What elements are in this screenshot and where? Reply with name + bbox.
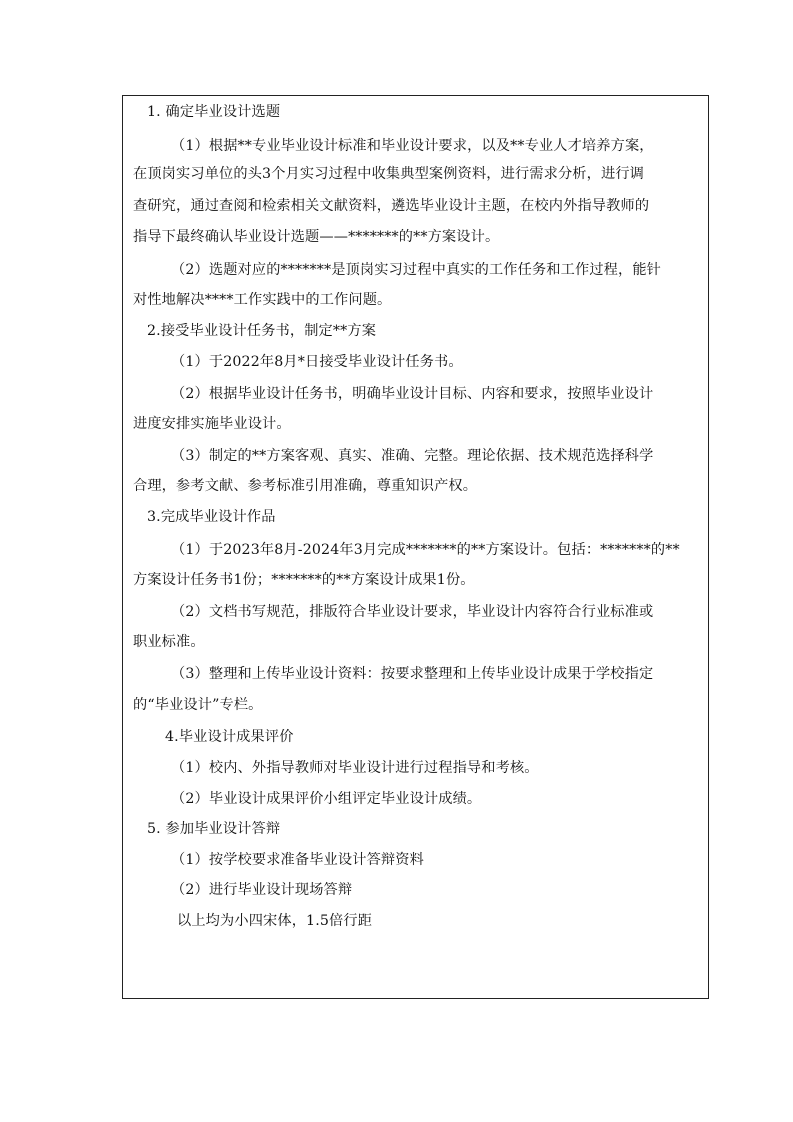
paragraph-line: （2）文档书写规范，排版符合毕业设计要求，毕业设计内容符合行业标准或 bbox=[171, 604, 654, 620]
paragraph-line: （3）整理和上传毕业设计资料：按要求整理和上传毕业设计成果于学校指定 bbox=[171, 666, 654, 682]
paragraph-line: 合理，参考文献、参考标准引用准确，尊重知识产权。 bbox=[133, 478, 478, 494]
paragraph-line: 方案设计任务书1份；*******的**方案设计成果1份。 bbox=[133, 572, 475, 588]
heading-2: 2.接受毕业设计任务书，制定**方案 bbox=[147, 323, 377, 339]
paragraph-line: 的“毕业设计”专栏。 bbox=[133, 697, 263, 713]
paragraph-line: （2）选题对应的*******是顶岗实习过程中真实的工作任务和工作过程，能针 bbox=[171, 262, 662, 278]
heading-5: 5. 参加毕业设计答辩 bbox=[147, 821, 281, 837]
paragraph-line: （1）校内、外指导教师对毕业设计进行过程指导和考核。 bbox=[171, 760, 539, 776]
paragraph-line: （1）于2022年8月*日接受毕业设计任务书。 bbox=[171, 354, 463, 370]
heading-1: 1. 确定毕业设计选题 bbox=[147, 104, 281, 120]
paragraph-line: （2）毕业设计成果评价小组评定毕业设计成绩。 bbox=[171, 791, 482, 807]
paragraph-line: （2）根据毕业设计任务书，明确毕业设计目标、内容和要求，按照毕业设计 bbox=[171, 386, 654, 402]
format-note: 以上均为小四宋体，1.5倍行距 bbox=[177, 913, 373, 929]
paragraph-line: （2）进行毕业设计现场答辩 bbox=[171, 882, 353, 898]
paragraph-line: 进度安排实施毕业设计。 bbox=[133, 416, 291, 432]
paragraph-line: 查研究，通过查阅和检索相关文献资料，遴选毕业设计主题，在校内外指导教师的 bbox=[133, 198, 650, 214]
paragraph-line: （1）根据**专业毕业设计标准和毕业设计要求，以及**专业人才培养方案， bbox=[171, 138, 654, 154]
heading-4: 4.毕业设计成果评价 bbox=[165, 729, 294, 745]
paragraph-line: 在顶岗实习单位的头3个月实习过程中收集典型案例资料，进行需求分析，进行调 bbox=[133, 166, 644, 182]
paragraph-line: 指导下最终确认毕业设计选题——*******的**方案设计。 bbox=[133, 229, 500, 245]
content-frame bbox=[122, 95, 709, 999]
paragraph-line: （3）制定的**方案客观、真实、准确、完整。理论依据、技术规范选择科学 bbox=[171, 448, 654, 464]
paragraph-line: （1）按学校要求准备毕业设计答辩资料 bbox=[171, 852, 424, 868]
paragraph-line: （1）于2023年8月-2024年3月完成*******的**方案设计。包括：*******的** bbox=[171, 542, 680, 558]
paragraph-line: 对性地解决****工作实践中的工作问题。 bbox=[133, 292, 392, 308]
heading-3: 3.完成毕业设计作品 bbox=[147, 509, 276, 525]
paragraph-line: 职业标准。 bbox=[133, 634, 205, 650]
